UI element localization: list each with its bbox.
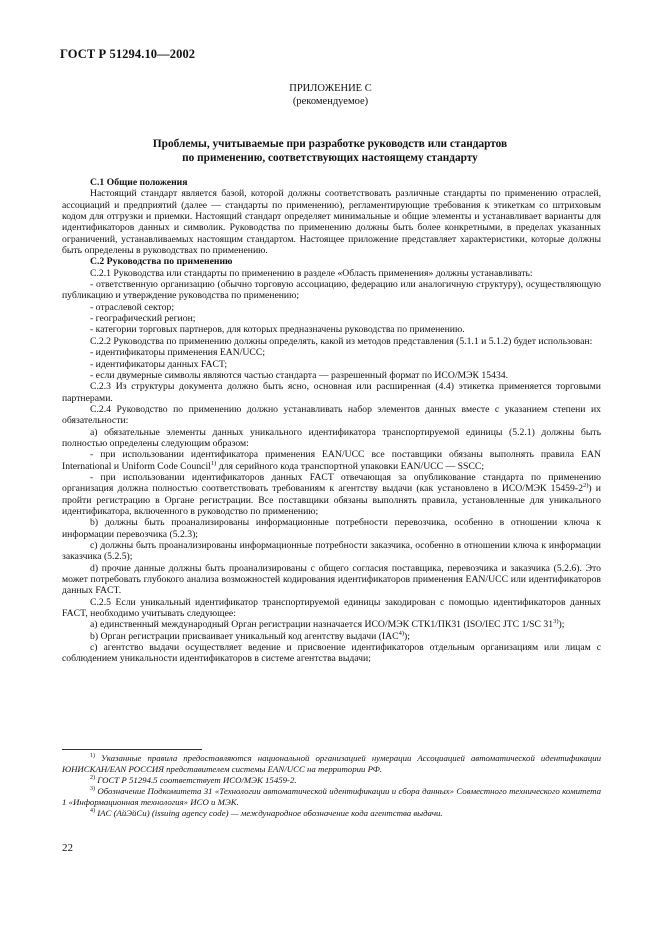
footnote-ref: 4) xyxy=(398,629,405,637)
appendix-status: (рекомендуемое) xyxy=(292,96,369,107)
footnote-mark: 1) xyxy=(90,753,95,760)
list-item xyxy=(62,631,601,642)
footnote-mark: 4) xyxy=(90,808,95,815)
footnotes xyxy=(62,753,601,820)
paragraph-c23: С.2.3 Из структуры документа должно быть ясно, основная или расширенная (4.4) этикетка применяется торговыми партнерами. xyxy=(62,381,601,404)
list-item xyxy=(62,619,601,630)
list-item: - если двумерные символы являются частью стандарта — разрешенный формат по ИСО/МЭК 15434. xyxy=(90,369,509,381)
footnote xyxy=(62,786,601,808)
appendix-title xyxy=(90,137,570,165)
list-item: d) прочие данные должны быть проанализированы с общего согласия поставщика, перевозчика и заказчика (5.2.6). Это может потребовать глубокого анализа возможностей кодирования идентификаторов применения EAN/UCC или идентификаторов данных FACT. xyxy=(62,562,601,597)
text-run: ); xyxy=(558,619,565,631)
list-item: - ответственную организацию (обычно торговую ассоциацию, федерацию или аналогичную структуру), осуществляющую публикацию и утверждение руководства по применению; xyxy=(62,279,601,302)
text-run: ) и пройти регистрацию в Органе регистрации. Все поставщики обязаны выполнять правила, установленные для уникального идентификатора, включенного в руководство по применению; xyxy=(62,483,601,517)
paragraph-c25: С.2.5 Если уникальный идентификатор транспортируемой единицы закодирован с помощью идентификаторов данных FACT, необходимо учитывать следующее: xyxy=(62,596,601,620)
list-item: - отраслевой сектор; xyxy=(90,301,175,313)
text-run: b) Орган регистрации присваивает уникальный код агентству выдачи (IAC xyxy=(90,630,399,642)
footnote-text: Обозначение Подкомитета 31 «Технологии автоматической идентификации и сбора данных» Совместного технического комитета 1 «Информационная технология» ИСО и МЭК. xyxy=(62,786,601,808)
text-run: - при использовании идентификаторов данных FACT отвечающая за опубликование стандарта по применению организация должна полностью соответствовать требованиям к агентству выдачи (как установлено в ИСО/МЭК 15459-2 xyxy=(62,471,601,495)
paragraph-c21: С.2.1 Руководства или стандарты по применению в разделе «Область применения» должны устанавливать: xyxy=(90,267,533,279)
appendix-label: ПРИЛОЖЕНИЕ С xyxy=(289,83,372,94)
title-line-2: по применению, соответствующих настоящему стандарту xyxy=(182,152,478,164)
text-run: - при использовании идентификатора применения EAN/UCC все поставщики обязаны выполнять правила EAN International и Uniform Code Council xyxy=(62,449,601,472)
list-item: c) должны быть проанализированы информационные потребности заказчика, особенно в отношении ключа к информации заказчика (5.2.5); xyxy=(62,540,601,563)
footnote-divider xyxy=(62,749,202,750)
footnote-ref: 2) xyxy=(582,482,589,490)
footnote xyxy=(62,753,601,775)
paragraph-c22: С.2.2 Руководства по применению должны определять, какой из методов представления (5.1.1 и 5.1.2) будет использован: xyxy=(90,335,593,347)
list-item: - категории торговых партнеров, для которых предназначены руководства по применению. xyxy=(90,324,465,336)
footnote-mark: 3) xyxy=(90,786,95,793)
paragraph-c24: С.2.4 Руководство по применению должно устанавливать набор элементов данных вместе с указанием степени их обязательности: xyxy=(62,403,601,427)
footnote-text: Указанные правила предоставляются национальной организацией нумерации Ассоциацией автоматической идентификации ЮНИСКАН/EAN РОССИЯ представителем системы EAN/UCC на территории РФ. xyxy=(62,753,601,775)
paragraph-c1: Настоящий стандарт является базой, которой должны соответствовать различные стандарты по применению отраслей, ассоциаций и предприятий (далее — стандарты по применению), регламентирующие требования к этикеткам со штриховым кодом для отгрузки и приемки. Настоящий стандарт определяет минимальные и общие элементы и устанавливает варианты для идентификаторов данных и символик. Руководства по применению должны быть более конкретными, в пределах указанных ограничений, устанавливаемых настоящим стандартом. Настоящее приложение представляет характеристики, которые должны быть определены в руководствах по применению. xyxy=(62,188,601,257)
list-item: - географический регион; xyxy=(90,313,196,325)
footnote-ref: 1) xyxy=(210,459,217,467)
text-run: а) единственный международный Орган регистрации назначается ИСО/МЭК СТК1/ПК31 (ISO/IEC JTC 1/SC 31 xyxy=(90,619,554,631)
footnote-mark: 2) xyxy=(90,775,95,782)
page-number: 22 xyxy=(62,842,73,854)
footnote-text: IAC (АйЭйСи) (issuing agency code) — международное обозначение кода агентства выдачи. xyxy=(95,808,443,819)
section-heading-c1: С.1 Общие положения xyxy=(90,177,188,188)
list-item: b) должны быть проанализированы информационные потребности перевозчика, особенно в отношении ключа к информации перевозчика (5.2.3); xyxy=(62,517,601,540)
footnote-ref: 3) xyxy=(553,618,559,626)
standard-id: ГОСТ Р 51294.10—2002 xyxy=(60,47,196,61)
text-run: ); xyxy=(404,630,410,642)
text-run: для серийного кода транспортной упаковки EAN/UCC — SSCC; xyxy=(216,460,485,472)
list-item: - идентификаторы данных FACT; xyxy=(90,358,228,370)
appendix-heading xyxy=(0,82,661,108)
list-item: c) агентство выдачи осуществляет ведение и присвоение идентификаторов отдельным организациям или лицам с соблюдением уникальности идентификаторов в системе агентства выдачи; xyxy=(62,642,601,665)
footnote xyxy=(62,775,601,786)
title-line-1: Проблемы, учитываемые при разработке руководств или стандартов xyxy=(152,138,508,150)
body-text xyxy=(62,177,601,665)
list-item: а) обязательные элементы данных уникального идентификатора транспортируемой единицы (5.2.1) должны быть полностью определены следующим образом: xyxy=(62,426,601,449)
footnote xyxy=(62,808,601,819)
section-heading-c2: С.2 Руководства по применению xyxy=(90,256,233,268)
list-item xyxy=(62,472,601,517)
list-item xyxy=(62,449,601,472)
list-item: - идентификаторы применения EAN/UCC; xyxy=(90,347,266,359)
footnote-text: ГОСТ Р 51294.5 соответствует ИСО/МЭК 15459-2. xyxy=(95,775,297,786)
